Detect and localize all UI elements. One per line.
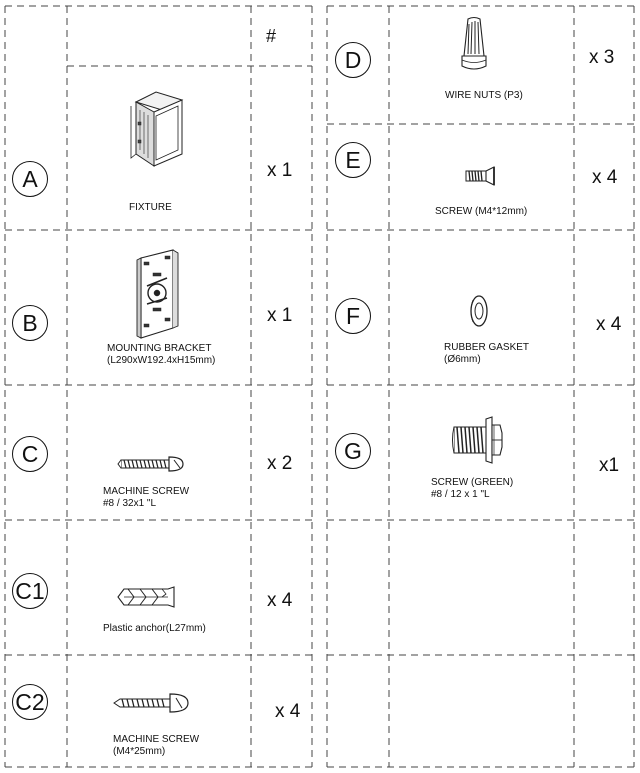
part-letter: C1 [12, 573, 48, 609]
part-quantity: x 4 [592, 167, 618, 188]
rubber-gasket-icon [467, 292, 491, 330]
part-caption: MACHINE SCREW (M4*25mm) [113, 734, 200, 757]
part-letter: A [12, 161, 48, 197]
part-quantity: x 4 [596, 314, 622, 335]
part-letter: C2 [12, 684, 48, 720]
part-quantity: x 2 [267, 453, 293, 474]
plastic-anchor-icon [116, 584, 180, 610]
part-caption: RUBBER GASKET (Ø6mm) [444, 342, 530, 365]
wire-nut-icon [458, 16, 490, 74]
mounting-bracket-icon [133, 248, 183, 340]
part-caption: SCREW (M4*12mm) [435, 206, 528, 217]
part-letter: E [335, 142, 371, 178]
part-quantity: x 4 [267, 590, 293, 611]
machine-screw-icon [117, 452, 185, 476]
part-caption: FIXTURE [129, 202, 172, 213]
part-quantity: x 4 [275, 701, 301, 722]
part-caption: MACHINE SCREW #8 / 32x1 "L [103, 486, 190, 509]
part-caption: Plastic anchor(L27mm) [103, 623, 206, 634]
green-ground-screw-icon [450, 415, 504, 465]
part-letter: D [335, 42, 371, 78]
quantity-column-heading: # [266, 26, 277, 46]
part-letter: G [335, 433, 371, 469]
fixture-icon [128, 88, 190, 174]
part-quantity: x 1 [267, 305, 293, 326]
flat-screw-icon [464, 166, 498, 186]
part-letter: C [12, 436, 48, 472]
part-quantity: x1 [599, 455, 620, 476]
part-quantity: x 1 [267, 160, 293, 181]
long-machine-screw-icon [112, 690, 190, 716]
part-caption: WIRE NUTS (P3) [445, 90, 523, 101]
part-caption: MOUNTING BRACKET (L290xW192.4xH15mm) [107, 343, 216, 366]
part-caption: SCREW (GREEN) #8 / 12 x 1 "L [431, 477, 514, 500]
part-letter: F [335, 298, 371, 334]
part-quantity: x 3 [589, 47, 615, 68]
part-letter: B [12, 305, 48, 341]
